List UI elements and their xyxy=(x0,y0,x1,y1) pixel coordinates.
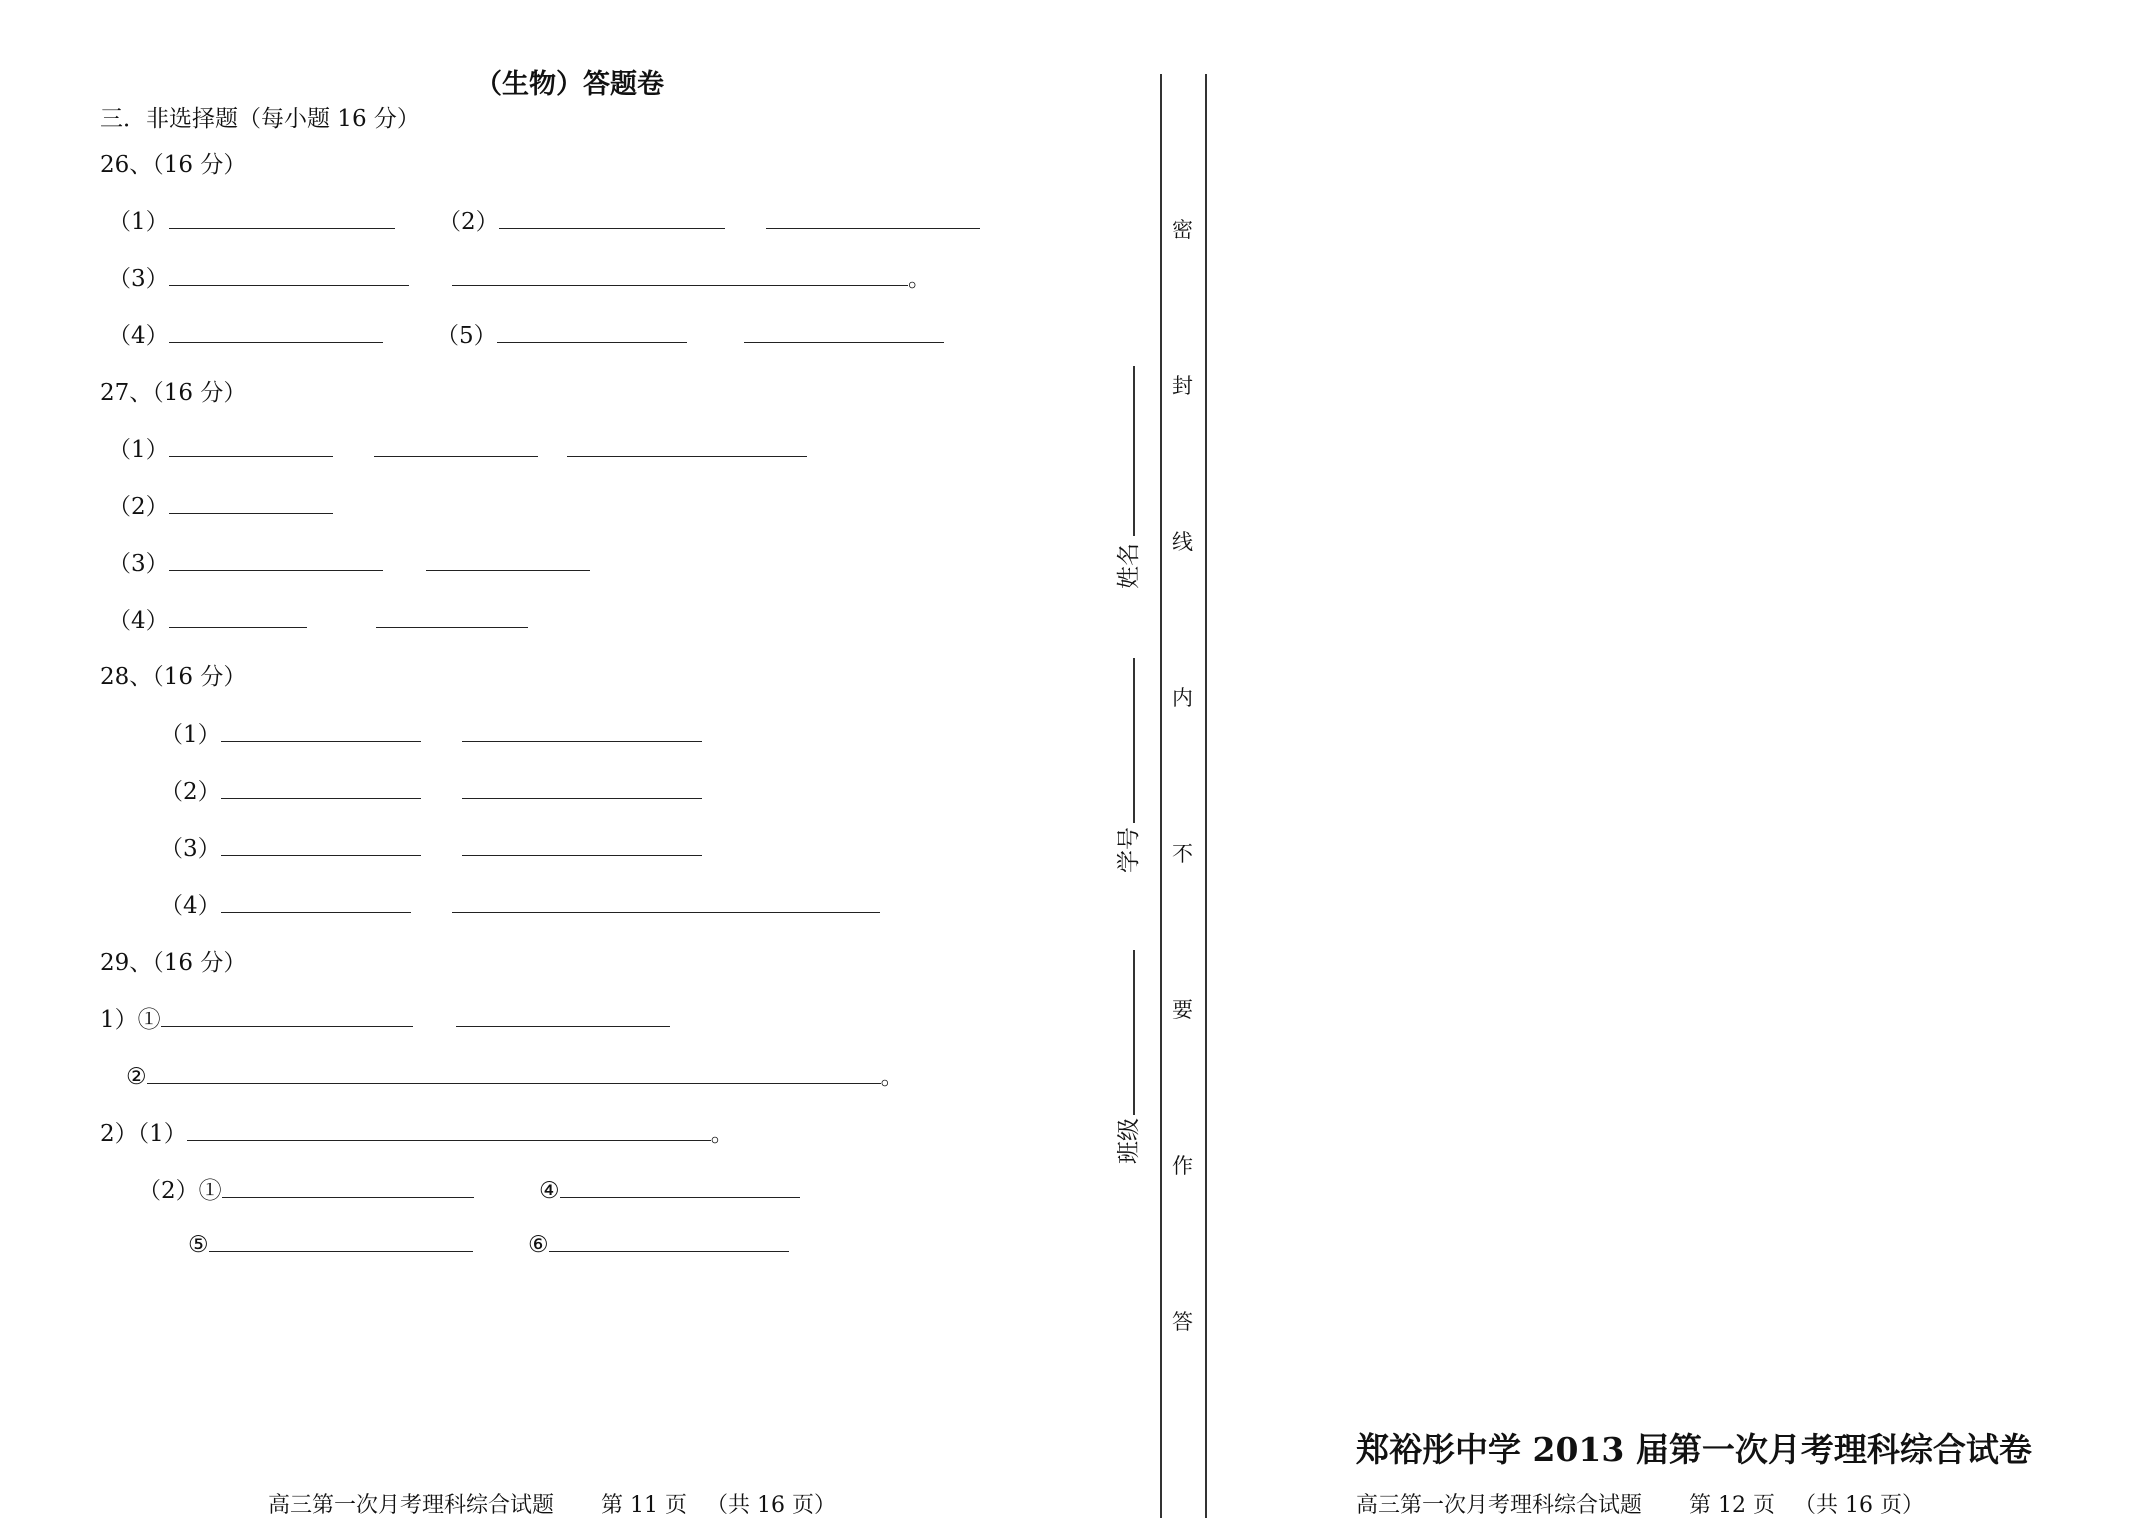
seal-char-4: 内 xyxy=(1172,686,1193,710)
q27-label-4: （4） xyxy=(108,608,169,634)
q26-heading: 26、（16 分） xyxy=(100,152,247,178)
binding-line-right xyxy=(1205,74,1207,1518)
q29-row3-end: 。 xyxy=(710,1121,734,1147)
seal-char-5: 不 xyxy=(1172,842,1193,866)
id-line[interactable] xyxy=(1133,658,1135,823)
q27-row1 xyxy=(108,431,807,464)
q29-blank-5b[interactable] xyxy=(549,1229,789,1252)
footer-total: （共 16 页） xyxy=(1794,1493,1924,1518)
footer-subject: 高三第一次月考理科综合试题 xyxy=(268,1493,555,1518)
q26-blank-2a[interactable] xyxy=(499,206,725,229)
q29-blank-1b[interactable] xyxy=(456,1004,670,1027)
seal-char-2: 封 xyxy=(1172,374,1193,398)
q28-blank-1b[interactable] xyxy=(462,719,702,742)
seal-char-1: 密 xyxy=(1172,218,1193,242)
q29-label-1: 1）① xyxy=(100,1007,161,1033)
answer-sheet-title: （生物）答题卷 xyxy=(475,69,664,100)
q29-row4 xyxy=(138,1172,800,1205)
q29-label-5b: ⑥ xyxy=(527,1232,549,1258)
q26-blank-4[interactable] xyxy=(169,320,383,343)
q29-row3 xyxy=(100,1115,734,1148)
q26-blank-5b[interactable] xyxy=(744,320,944,343)
q27-row2 xyxy=(108,488,333,521)
q27-blank-3a[interactable] xyxy=(169,548,383,571)
q26-blank-2b[interactable] xyxy=(766,206,980,229)
name-label: 姓名 xyxy=(1116,543,1142,589)
q29-label-4b: ④ xyxy=(538,1178,560,1204)
q29-row5 xyxy=(188,1229,789,1258)
q28-blank-4b[interactable] xyxy=(452,890,880,913)
seal-char-8: 答 xyxy=(1172,1310,1193,1334)
q28-label-1: （1） xyxy=(160,722,221,748)
footer-subject: 高三第一次月考理科综合试题 xyxy=(1356,1493,1643,1518)
q27-blank-1b[interactable] xyxy=(374,434,538,457)
q26-row3 xyxy=(108,317,944,350)
q26-row1 xyxy=(108,203,980,236)
q26-blank-3b[interactable] xyxy=(452,263,908,286)
right-footer xyxy=(1356,1488,1924,1519)
q26-label-2: （2） xyxy=(437,209,499,235)
q29-blank-4a[interactable] xyxy=(222,1175,474,1198)
q27-blank-4b[interactable] xyxy=(376,605,528,628)
q27-blank-3b[interactable] xyxy=(426,548,590,571)
q29-blank-5a[interactable] xyxy=(209,1229,473,1252)
q28-heading: 28、（16 分） xyxy=(100,664,247,690)
q27-blank-4a[interactable] xyxy=(169,605,307,628)
q26-label-3: （3） xyxy=(108,266,169,292)
class-line[interactable] xyxy=(1133,950,1135,1115)
q27-blank-2[interactable] xyxy=(169,491,333,514)
q28-blank-2b[interactable] xyxy=(462,776,702,799)
q29-heading: 29、（16 分） xyxy=(100,950,247,976)
name-line[interactable] xyxy=(1133,366,1135,536)
q27-blank-1c[interactable] xyxy=(567,434,807,457)
class-label: 班级 xyxy=(1116,1118,1142,1164)
q28-blank-3a[interactable] xyxy=(221,833,421,856)
footer-page: 第 12 页 xyxy=(1689,1493,1775,1518)
section-heading: 三．非选择题（每小题 16 分） xyxy=(100,106,420,132)
binding-line-left xyxy=(1160,74,1162,1518)
q26-blank-1[interactable] xyxy=(169,206,395,229)
q29-label-4: （2）① xyxy=(138,1178,222,1204)
q29-label-2: ② xyxy=(126,1064,147,1090)
q28-row4 xyxy=(160,887,880,920)
q29-row2 xyxy=(126,1058,904,1091)
q28-blank-3b[interactable] xyxy=(462,833,702,856)
id-label: 学号 xyxy=(1116,827,1142,873)
q27-label-1: （1） xyxy=(108,437,169,463)
q29-row1 xyxy=(100,1001,670,1034)
q26-row2 xyxy=(108,260,931,293)
q28-label-3: （3） xyxy=(160,836,221,862)
q26-blank-5a[interactable] xyxy=(497,320,687,343)
q29-blank-1a[interactable] xyxy=(161,1004,413,1027)
q29-label-5a: ⑤ xyxy=(188,1232,209,1258)
seal-char-7: 作 xyxy=(1172,1154,1193,1178)
left-footer xyxy=(268,1488,836,1519)
q29-row2-end: 。 xyxy=(880,1064,904,1090)
q28-blank-1a[interactable] xyxy=(221,719,421,742)
footer-page: 第 11 页 xyxy=(601,1493,687,1518)
q27-label-3: （3） xyxy=(108,551,169,577)
q29-label-3: 2）（1） xyxy=(100,1121,187,1147)
q26-label-5: （5） xyxy=(435,323,497,349)
q28-label-2: （2） xyxy=(160,779,221,805)
q28-row3 xyxy=(160,830,702,863)
q27-blank-1a[interactable] xyxy=(169,434,333,457)
q26-blank-3a[interactable] xyxy=(169,263,409,286)
seal-char-3: 线 xyxy=(1172,530,1193,554)
q29-blank-4b[interactable] xyxy=(560,1175,800,1198)
q28-label-4: （4） xyxy=(160,893,221,919)
exam-title: 郑裕彤中学 2013 届第一次月考理科综合试卷 xyxy=(1356,1430,2032,1469)
q28-row2 xyxy=(160,773,702,806)
seal-char-6: 要 xyxy=(1172,998,1193,1022)
q28-blank-4a[interactable] xyxy=(221,890,411,913)
footer-total: （共 16 页） xyxy=(706,1493,836,1518)
q26-label-4: （4） xyxy=(108,323,169,349)
q27-row3 xyxy=(108,545,590,578)
q28-blank-2a[interactable] xyxy=(221,776,421,799)
q29-blank-2[interactable] xyxy=(147,1061,881,1084)
q27-row4 xyxy=(108,602,528,635)
q26-label-1: （1） xyxy=(108,209,169,235)
q26-row2-end: 。 xyxy=(907,266,931,292)
q29-blank-3[interactable] xyxy=(187,1118,711,1141)
q27-label-2: （2） xyxy=(108,494,169,520)
q27-heading: 27、（16 分） xyxy=(100,380,247,406)
q28-row1 xyxy=(160,716,702,749)
